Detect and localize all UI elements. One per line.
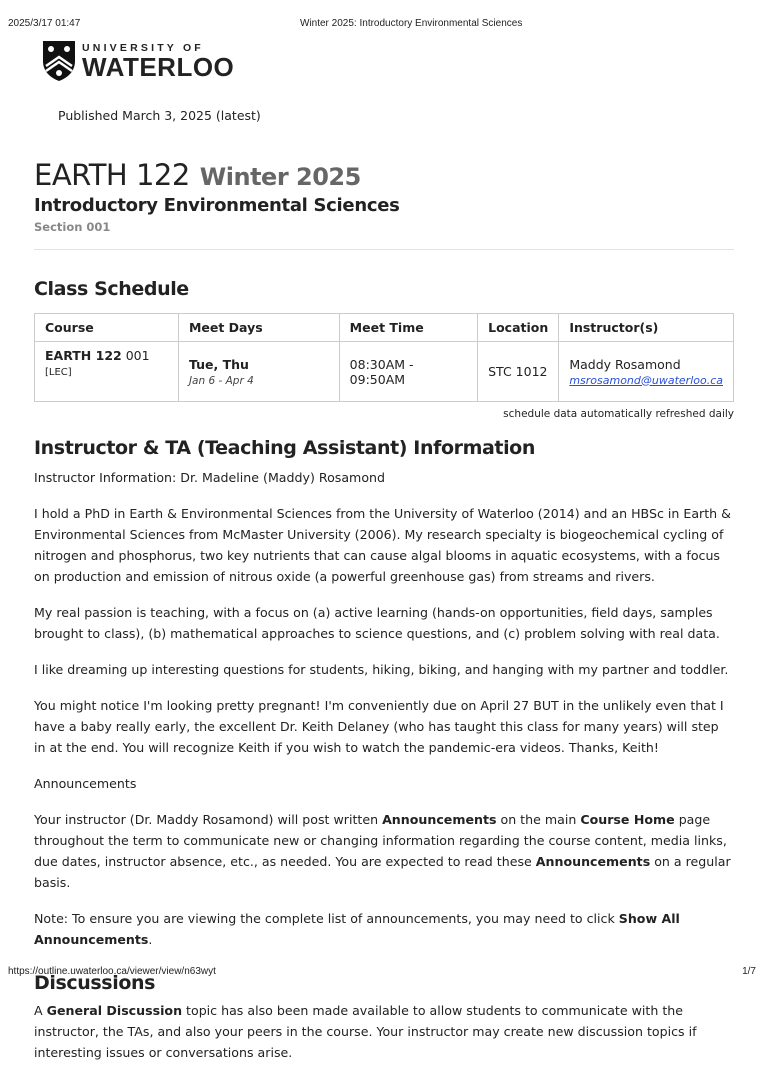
text: on the main [496,812,581,827]
text: topic has also been made available to allow students to communicate with the instructor, the TAs, and also your peers in the course. Your instructor may create new discussion topics if interesting issues or conversations arise. [34,1003,697,1060]
text: A [34,1003,47,1018]
col-course: Course [35,314,179,342]
text: on a regular basis. [34,854,731,890]
logo-line2: WATERLOO [82,52,235,82]
schedule-note: schedule data automatically refreshed daily [503,408,734,420]
bold-text: Announcements [535,854,651,869]
pregnancy-paragraph: You might notice I'm looking pretty pregnant! I'm conveniently due on April 27 BUT in the unlikely even that I have a baby really early, the excellent Dr. Keith Delaney (who has taught this class for many years) will step in at the end. You will recognize Keith if you wish to watch the pandemic-era videos. Thanks, Keith! [34,698,724,755]
col-meet-time: Meet Time [339,314,477,342]
days: Tue, Thu [188,356,249,372]
logo-line1: UNIVERSITY OF [82,42,204,54]
instructor-section [34,437,734,1078]
cell-meet-time: 08:30AM - 09:50AM [339,342,477,402]
text: page throughout the term to communicate new or changing information regarding the course content, media links, due dates, instructor absence, etc., as needed. You are expected to read these [34,812,727,869]
print-title: Winter 2025: Introductory Environmental Sciences [300,18,523,29]
bold-text: General Discussion [46,1003,183,1018]
print-datetime: 2025/3/17 01:47 [8,18,81,29]
class-schedule-section [34,278,734,420]
text: Your instructor (Dr. Maddy Rosamond) will post written [34,812,383,827]
cell-instructor [559,342,734,402]
divider [34,249,734,250]
text: Note: To ensure you are viewing the complete list of announcements, you may need to click [34,911,619,926]
published-date: Published March 3, 2025 (latest) [58,108,261,123]
cell-course [35,342,179,402]
cell-meet-days [178,342,339,402]
bold-text: Announcements [382,812,497,827]
col-location: Location [478,314,559,342]
discussions-heading: Discussions [34,972,156,994]
instructor-heading: Instructor & TA (Teaching Assistant) Information [34,437,535,459]
cell-location: STC 1012 [478,342,559,402]
class-schedule-heading: Class Schedule [34,278,189,300]
text: . [148,932,153,947]
instructor-name: Maddy Rosamond [569,356,681,372]
footer-url: https://outline.uwaterloo.ca/viewer/view/n63wyt [8,966,216,977]
schedule-table [34,313,734,402]
course-code-cell: EARTH 122 [45,348,122,363]
teaching-paragraph: My real passion is teaching, with a focus on (a) active learning (hands-on opportunities, field days, samples brought to class), (b) mathematical approaches to science questions, and (c) problem solving with real data. [34,605,720,641]
col-meet-days: Meet Days [178,314,339,342]
col-instructors: Instructor(s) [559,314,734,342]
university-logo [42,40,234,82]
type-cell: [LEC] [45,367,72,378]
discussions-paragraph [34,1000,734,1063]
course-section: Section 001 [34,220,111,234]
announcements-label: Announcements [34,776,137,791]
interests-paragraph: I like dreaming up interesting questions for students, hiking, biking, and hanging with my partner and toddler. [34,662,729,677]
shield-icon [42,40,76,82]
bold-text: Course Home [580,812,675,827]
table-header-row [35,314,734,342]
page-title [34,158,361,192]
note-paragraph [34,908,734,950]
section-cell: 001 [125,348,150,363]
announcements-paragraph [34,809,734,893]
course-title: Introductory Environmental Sciences [34,195,400,216]
bold-text: Show All Announcements [34,911,680,947]
instructor-info: Instructor Information: Dr. Madeline (Maddy) Rosamond [34,470,386,485]
dates: Jan 6 - Apr 4 [188,374,254,387]
instructor-email-link[interactable]: msrosamond@uwaterloo.ca [569,373,723,387]
table-row [35,342,734,402]
bio-paragraph: I hold a PhD in Earth & Environmental Sciences from the University of Waterloo (2014) and an HBSc in Earth & Environmental Sciences from McMaster University (2006). My research specialty is biogeochemical cycling of nitrogen and phosphorus, two key nutrients that can cause algal blooms in aquatic ecosystems, with a focus on production and emission of nitrous oxide (a powerful greenhouse gas) from streams and rivers. [34,506,731,584]
course-term: Winter 2025 [199,163,361,191]
footer-page: 1/7 [742,966,756,977]
course-code: EARTH 122 [34,158,190,192]
